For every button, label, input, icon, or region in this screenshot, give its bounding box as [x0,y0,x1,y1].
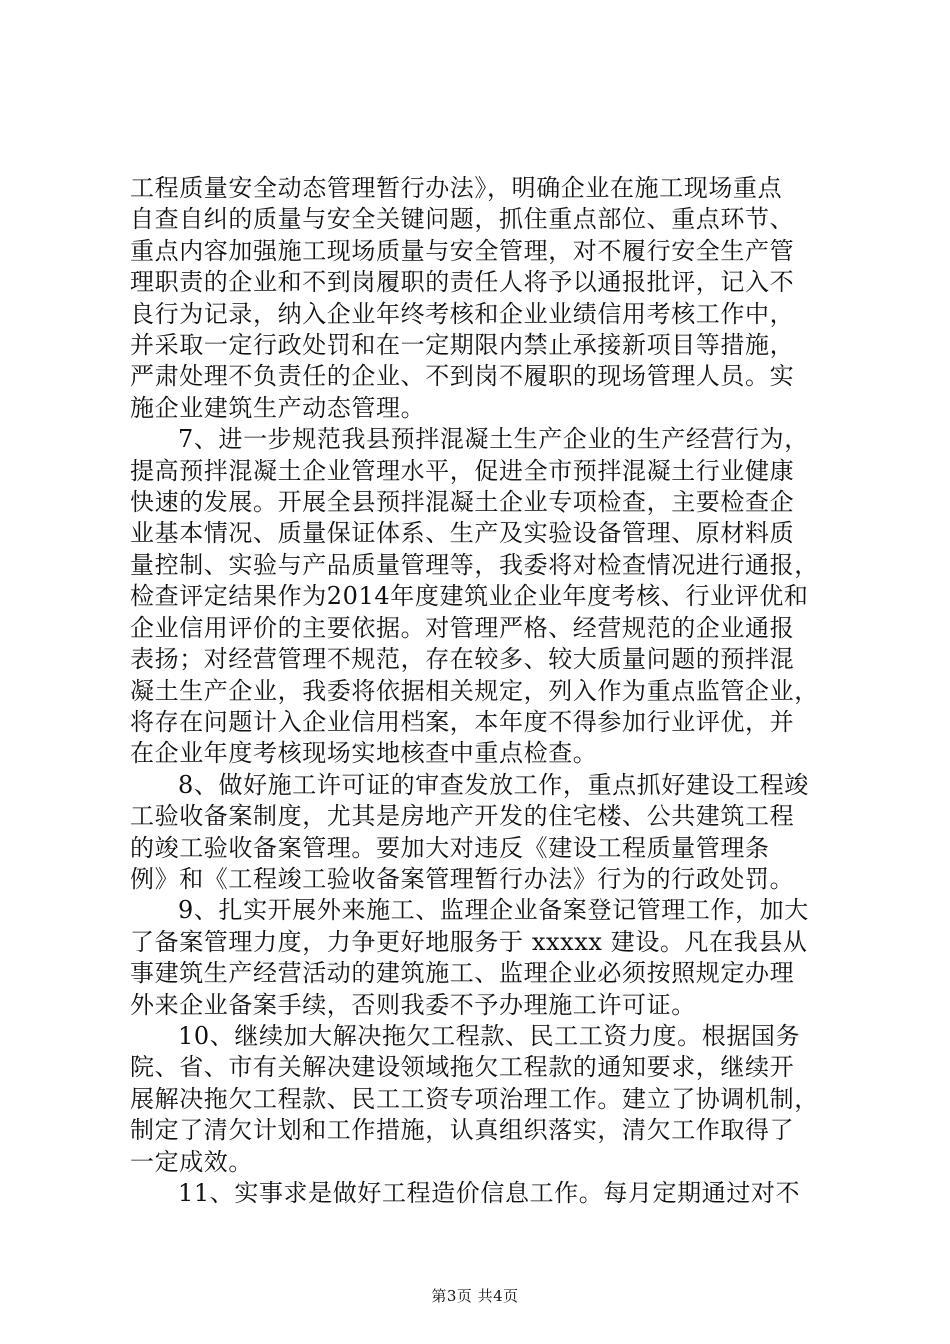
text-line: 的竣工验收备案管理。要加大对违反《建设工程质量管理条 [130,833,770,862]
text-line: 工程质量安全动态管理暂行办法》，明确企业在施工现场重点 [130,174,783,202]
text-line: 10、继续加大解决拖欠工程款、民工工资力度。根据国务 [178,1021,801,1050]
text-line: 检查评定结果作为2014年度建筑业企业年度考核、行业评优和 [130,582,809,611]
text-line: 一定成效。 [130,1147,253,1176]
text-line: 提高预拌混凝土企业管理水平，促进全市预拌混凝土行业健康 [130,456,795,485]
text-line: 严肃处理不负责任的企业、不到岗不履职的现场管理人员。实 [130,362,795,391]
paragraph [130,1021,830,1178]
text-line: 外来企业备案手续，否则我委不予办理施工许可证。 [130,990,696,1019]
document-body [130,173,830,1209]
text-line: 院、省、市有关解决建设领域拖欠工程款的通知要求，继续开 [130,1053,795,1082]
paragraph [130,895,830,1021]
text-line: 量控制、实验与产品质量管理等，我委将对检查情况进行通报， [130,550,819,579]
text-line: 7、进一步规范我县预拌混凝土生产企业的生产经营行为， [178,425,809,454]
text-line: 9、扎实开展外来施工、监理企业备案登记管理工作，加大 [178,896,809,925]
text-line: 企业信用评价的主要依据。对管理严格、经营规范的企业通报 [130,613,795,642]
text-line: 快速的发展。开展全县预拌混凝土企业专项检查，主要检查企 [130,488,795,517]
paragraph [130,173,830,424]
text-line: 施企业建筑生产动态管理。 [130,393,426,422]
text-line: 工验收备案制度，尤其是房地产开发的住宅楼、公共建筑工程 [130,802,795,831]
text-line: 8、做好施工许可证的审查发放工作，重点抓好建设工程竣 [178,770,809,799]
text-line: 在企业年度考核现场实地核查中重点检查。 [130,739,598,768]
page-number-footer: 第3页 共4页 [431,1287,519,1305]
paragraph [130,770,830,896]
text-line: 制定了清欠计划和工作措施，认真组织落实，清欠工作取得了 [130,1116,795,1145]
text-line: 表扬；对经营管理不规范，存在较多、较大质量问题的预拌混 [130,645,795,674]
text-line: 将存在问题计入企业信用档案，本年度不得参加行业评优，并 [130,707,795,736]
text-line: 展解决拖欠工程款、民工工资专项治理工作。建立了协调机制， [130,1084,819,1113]
text-line: 例》和《工程竣工验收备案管理暂行办法》行为的行政处罚。 [130,864,795,893]
text-line: 了备案管理力度，力争更好地服务于 xxxxx 建设。凡在我县从 [130,927,808,956]
text-line: 良行为记录，纳入企业年终考核和企业业绩信用考核工作中， [130,299,795,328]
text-line: 11、实事求是做好工程造价信息工作。每月定期通过对不 [178,1179,801,1207]
text-line: 凝土生产企业，我委将依据相关规定，列入作为重点监管企业， [130,676,819,705]
text-line: 重点内容加强施工现场质量与安全管理，对不履行安全生产管 [130,236,795,265]
text-line: 并采取一定行政处罚和在一定期限内禁止承接新项目等措施， [130,331,795,360]
text-line: 自查自纠的质量与安全关键问题，抓住重点部位、重点环节、 [130,205,795,234]
paragraph [130,1178,830,1209]
paragraph [130,424,830,769]
text-line: 业基本情况、质量保证体系、生产及实验设备管理、原材料质 [130,519,795,548]
text-line: 事建筑生产经营活动的建筑施工、监理企业必须按照规定办理 [130,959,795,988]
text-line: 理职责的企业和不到岗履职的责任人将予以通报批评，记入不 [130,268,795,297]
